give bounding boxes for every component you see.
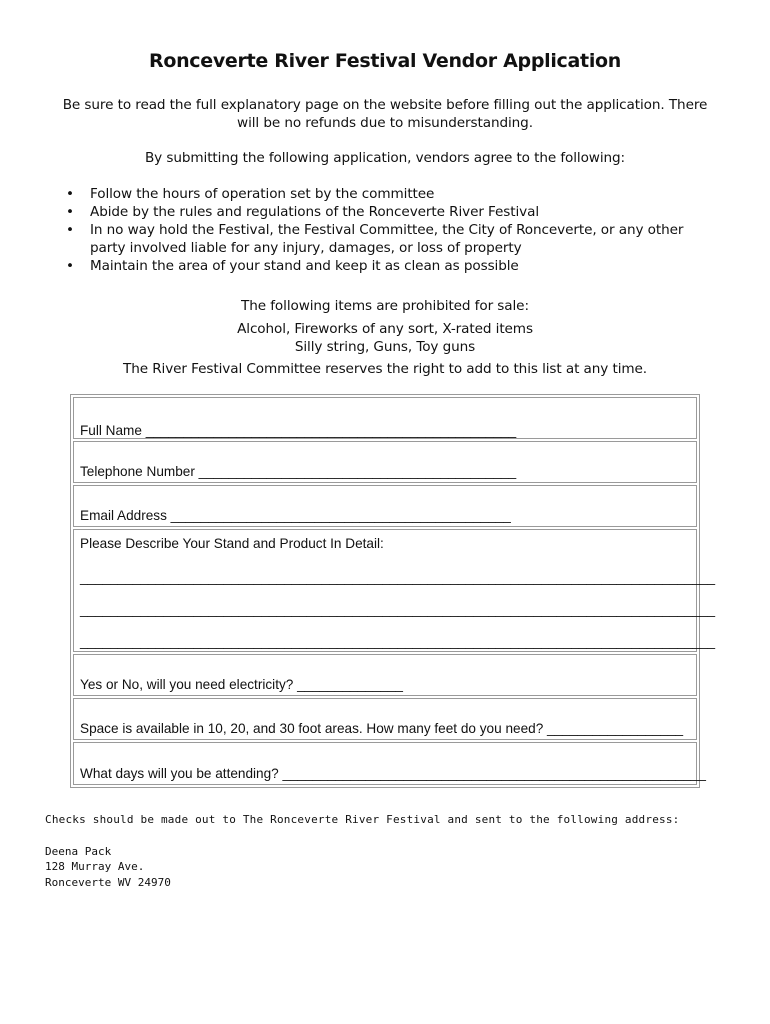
description-blank-line: ____________________________________________________________________________________ (80, 570, 716, 585)
electricity-label: Yes or No, will you need electricity? ______________ (80, 677, 403, 692)
rule-text: Abide by the rules and regulations of the Ronceverte River Festival (90, 204, 540, 220)
agreement-lead: By submitting the following application, vendors agree to the following: (144, 150, 626, 166)
prohibited-section (50, 297, 720, 378)
email-field[interactable] (73, 485, 697, 527)
space-field[interactable] (73, 698, 697, 740)
bullet-icon: • (66, 204, 74, 220)
stand-description-field[interactable] (73, 529, 716, 652)
full-name-field[interactable] (73, 397, 697, 439)
full-name-label: Full Name _________________________________________________ (80, 423, 517, 438)
page-title: Ronceverte River Festival Vendor Application (148, 50, 622, 72)
list-item (64, 257, 704, 275)
address-street: 128 Murray Ave. (45, 860, 145, 873)
intro-paragraph: Be sure to read the full explanatory page on the website before filling out the application. There will be no refunds due to misunderstanding. (62, 97, 708, 131)
telephone-label: Telephone Number __________________________________________ (80, 464, 517, 479)
rule-text: Maintain the area of your stand and keep it as clean as possible (90, 258, 519, 274)
rules-list (64, 185, 704, 275)
address-name: Deena Pack (45, 844, 112, 858)
payment-footer (45, 812, 680, 890)
prohibited-heading: The following items are prohibited for sale: (241, 298, 529, 314)
electricity-field[interactable] (73, 654, 697, 696)
prohibited-note: The River Festival Committee reserves the right to add to this list at any time. (123, 361, 647, 377)
attending-days-field[interactable] (73, 742, 706, 785)
telephone-field[interactable] (73, 441, 697, 483)
address-city: Ronceverte WV 24970 (45, 875, 171, 889)
prohibited-items-line: Alcohol, Fireworks of any sort, X-rated items (237, 321, 533, 337)
rule-text: Follow the hours of operation set by the committee (90, 186, 435, 202)
space-label: Space is available in 10, 20, and 30 foot areas. How many feet do you need? __________________ (80, 721, 684, 736)
prohibited-items-line: Silly string, Guns, Toy guns (294, 339, 476, 355)
mailing-address (45, 844, 680, 891)
bullet-icon: • (66, 186, 74, 202)
application-form (70, 394, 716, 788)
email-label: Email Address _____________________________________________ (80, 508, 511, 523)
list-item (64, 221, 704, 257)
description-blank-line: ____________________________________________________________________________________ (80, 602, 716, 617)
bullet-icon: • (66, 222, 74, 238)
checks-note: Checks should be made out to The Ronceverte River Festival and sent to the following address: (45, 813, 680, 826)
rule-text: In no way hold the Festival, the Festival Committee, the City of Ronceverte, or any other party involved liable for any injury, damages, or loss of property (90, 222, 684, 256)
attending-days-label: What days will you be attending? ________________________________________________________ (80, 766, 706, 781)
list-item (64, 203, 704, 221)
list-item (64, 185, 704, 203)
bullet-icon: • (66, 258, 74, 274)
description-blank-line: ____________________________________________________________________________________ (80, 634, 716, 649)
stand-description-label: Please Describe Your Stand and Product In Detail: (80, 536, 384, 551)
